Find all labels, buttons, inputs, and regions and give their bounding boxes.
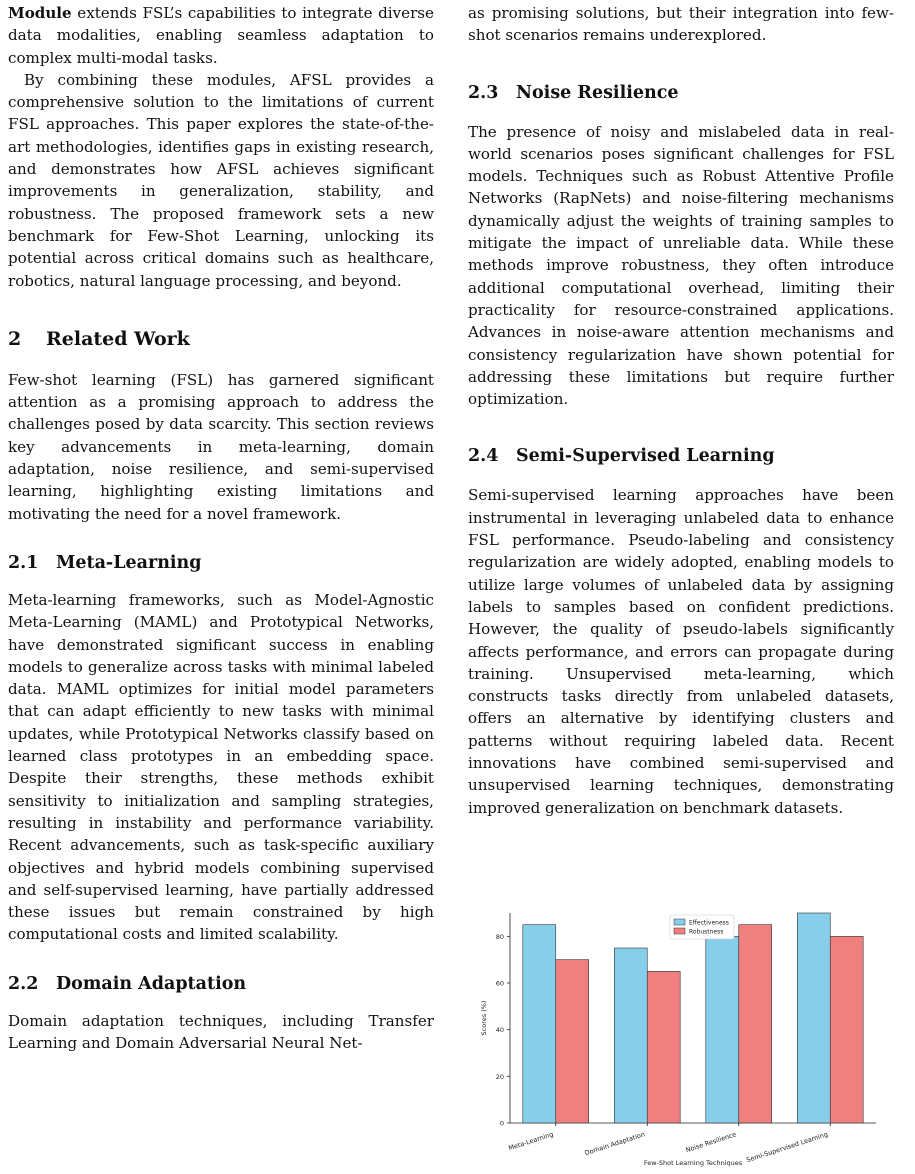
bar-robustness bbox=[830, 936, 863, 1123]
section-2-3-heading bbox=[468, 81, 894, 105]
y-tick-label: 40 bbox=[495, 1026, 504, 1035]
x-axis-label: Few-Shot Learning Techniques bbox=[643, 1159, 743, 1167]
intro-tail-bold: Module bbox=[8, 4, 72, 22]
intro-paragraph-2: By combining these modules, AFSL provides a comprehensive solution to the limitations of current FSL approaches. This paper explores the state-of-the-art methodologies, identifies gaps in existing research, and demonstrates how AFSL achieves significant improvements in generalization, stability, and robustness. The proposed framework sets a new benchmark for Few-Shot Learning, unlocking its potential across critical domains such as healthcare, robotics, natural language processing, and beyond. bbox=[8, 70, 434, 290]
left-column bbox=[8, 0, 434, 1054]
right-column bbox=[468, 0, 894, 819]
y-tick-label: 80 bbox=[495, 932, 504, 941]
section-2-4-number: 2.4 bbox=[468, 446, 499, 467]
section-2-heading bbox=[8, 327, 434, 351]
bar-effectiveness bbox=[706, 936, 739, 1123]
y-tick-label: 20 bbox=[495, 1072, 504, 1081]
section-2-3-title: Noise Resilience bbox=[516, 82, 679, 103]
section-2-4-heading bbox=[468, 444, 894, 468]
legend-label-robustness: Robustness bbox=[689, 928, 724, 936]
x-tick-label: Semi-Supervised Learning bbox=[745, 1130, 829, 1165]
legend-swatch-robustness bbox=[674, 928, 685, 934]
section-2-3-number: 2.3 bbox=[468, 82, 499, 103]
section-2-2-title: Domain Adaptation bbox=[56, 973, 247, 994]
bar-robustness bbox=[556, 960, 589, 1123]
bar-chart bbox=[474, 905, 884, 1170]
intro-tail-paragraph bbox=[8, 2, 434, 69]
bar-effectiveness bbox=[523, 925, 556, 1123]
y-axis-label: Scores (%) bbox=[480, 1000, 488, 1036]
section-2-1-title: Meta-Learning bbox=[56, 552, 202, 573]
bar-robustness bbox=[647, 971, 680, 1123]
section-2-body: Few-shot learning (FSL) has garnered significant attention as a promising approach to address the challenges posed by data scarcity. This section reviews key advancements in meta-learning, domain adaptation, noise resilience, and semi-supervised learning, highlighting existing limitations and motivating the need for a novel framework. bbox=[8, 370, 434, 523]
bar-effectiveness bbox=[614, 948, 647, 1123]
section-2-2-heading bbox=[8, 972, 434, 996]
legend-label-effectiveness: Effectiveness bbox=[689, 919, 729, 927]
carry-over-paragraph: as promising solutions, but their integration into few-shot scenarios remains underexplored. bbox=[468, 4, 894, 45]
section-2-1-number: 2.1 bbox=[8, 552, 39, 573]
section-2-1-heading bbox=[8, 551, 434, 575]
section-2-number: 2 bbox=[8, 327, 22, 350]
section-2-title: Related Work bbox=[46, 327, 190, 350]
intro-tail-text: extends FSL’s capabilities to integrate diverse data modalities, enabling seamless adaptation to complex multi-modal tasks. bbox=[8, 4, 434, 67]
y-tick-label: 60 bbox=[495, 979, 504, 988]
x-tick-label: Meta-Learning bbox=[507, 1130, 555, 1153]
x-tick-label: Domain Adaptation bbox=[583, 1130, 646, 1158]
section-2-4-title: Semi-Supervised Learning bbox=[516, 446, 775, 467]
section-2-2-number: 2.2 bbox=[8, 973, 39, 994]
bar-effectiveness bbox=[797, 913, 830, 1123]
section-2-2-body: Domain adaptation techniques, including Transfer Learning and Domain Adversarial Neural Net- bbox=[8, 1011, 434, 1052]
section-2-1-body: Meta-learning frameworks, such as Model-Agnostic Meta-Learning (MAML) and Prototypical Networks, have demonstrated significant success in enabling models to generalize across tasks with minimal labeled data. MAML optimizes for initial model parameters that can adapt efficiently to new tasks with minimal updates, while Prototypical Networks classify based on learned class prototypes in an embedding space. Despite their strengths, these methods exhibit sensitivity to initialization and sampling strategies, resulting in instability and performance variability. Recent advancements, such as task-specific auxiliary objectives and hybrid models combining supervised and self-supervised learning, have partially addressed these issues but remain constrained by high computational costs and limited scalability. bbox=[8, 590, 434, 944]
legend-swatch-effectiveness bbox=[674, 919, 685, 925]
x-tick-label: Noise Resilience bbox=[684, 1130, 738, 1155]
section-2-4-body: Semi-supervised learning approaches have been instrumental in leveraging unlabeled data to enhance FSL performance. Pseudo-labeling and consistency regularization are widely adopted, enabling models to utilize large volumes of unlabeled data by assigning labels to samples based on confident predictions. However, the quality of pseudo-labels significantly affects performance, and errors can propagate during training. Unsupervised meta-learning, which constructs tasks directly from unlabeled datasets, offers an alternative by identifying clusters and patterns without requiring labeled data. Recent innovations have combined semi-supervised and unsupervised learning techniques, demonstrating improved generalization on benchmark datasets. bbox=[468, 486, 894, 817]
y-tick-label: 0 bbox=[499, 1119, 504, 1128]
bar-chart-figure bbox=[474, 905, 884, 1170]
section-2-3-body: The presence of noisy and mislabeled data in real-world scenarios poses significant challenges for FSL models. Techniques such as Robust Attentive Profile Networks (RapNets) and noise-filtering mechanisms dynamically adjust the weights of training samples to mitigate the impact of unreliable data. While these methods improve robustness, they often introduce additional computational overhead, limiting their practicality for resource-constrained applications. Advances in noise-aware attention mechanisms and consistency regularization have shown potential for addressing these limitations but require further optimization. bbox=[468, 122, 894, 409]
bar-robustness bbox=[739, 925, 772, 1123]
